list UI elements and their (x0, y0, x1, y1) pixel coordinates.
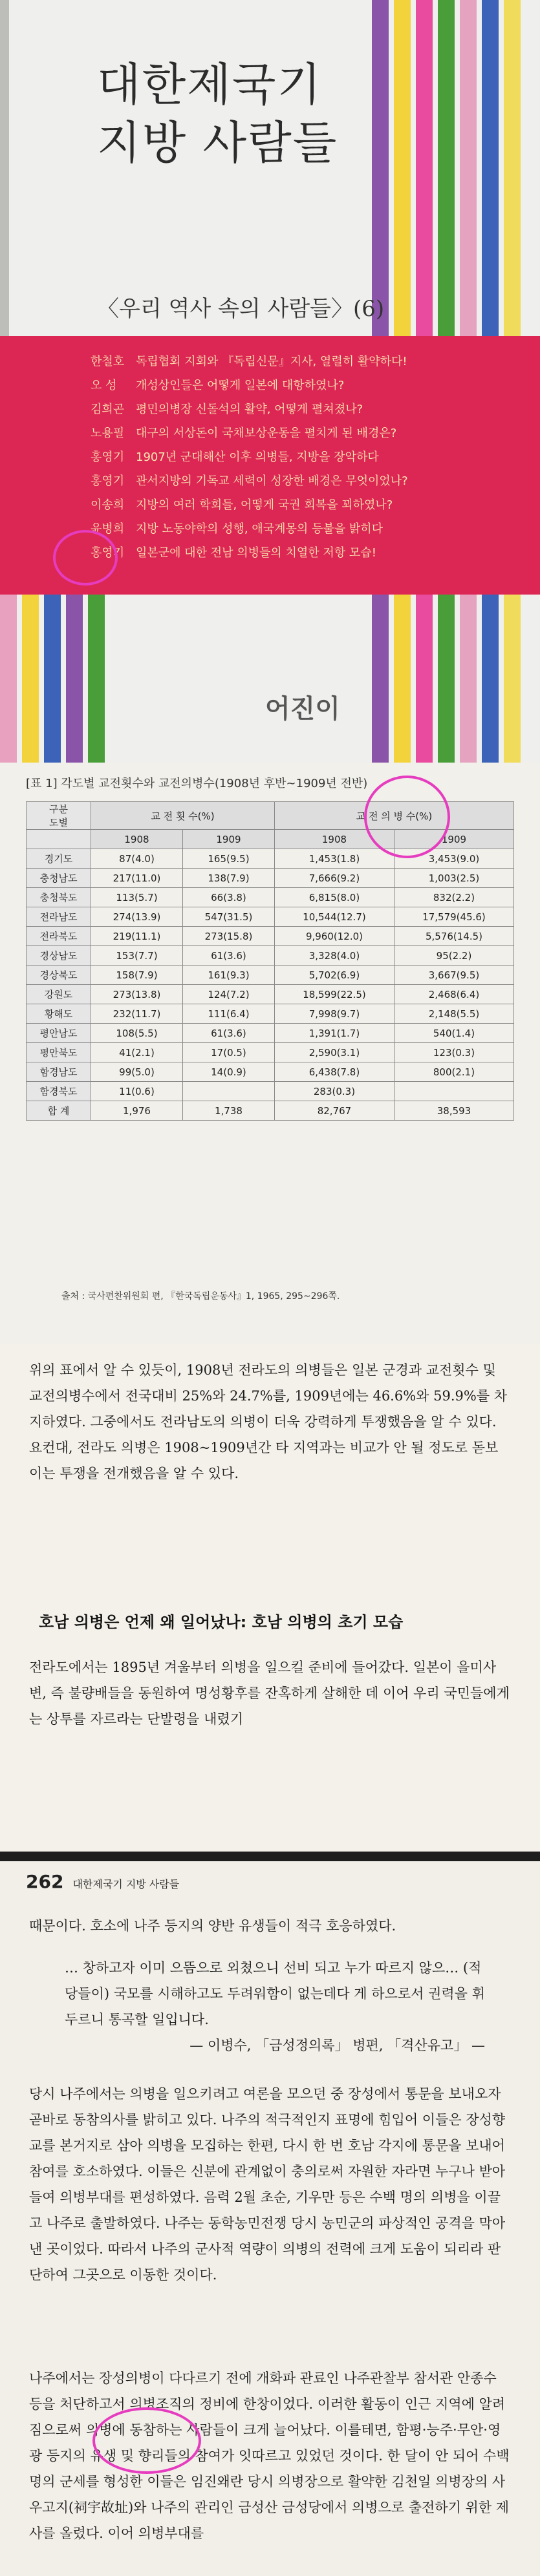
value-cell: 17,579(45.6) (394, 907, 513, 927)
region-cell: 경상북도 (27, 966, 91, 985)
header-cell: 구분 도별 (27, 802, 91, 830)
value-cell: 158(7.9) (91, 966, 183, 985)
table-source: 출처 : 국사편찬위원회 편, 『한국독립운동사』1, 1965, 295~296쪽. (61, 1291, 340, 1302)
value-cell: 7,998(9.7) (274, 1004, 394, 1024)
value-cell: 2,590(3.1) (274, 1043, 394, 1062)
value-cell: 283(0.3) (274, 1082, 394, 1101)
value-cell: 1,453(1.8) (274, 849, 394, 869)
value-cell (182, 1082, 274, 1101)
stripe (66, 595, 83, 763)
table-row (27, 1062, 514, 1082)
value-cell: 232(11.7) (91, 1004, 183, 1024)
value-cell: 547(31.5) (182, 907, 274, 927)
region-cell: 황해도 (27, 1004, 91, 1024)
table-row (27, 985, 514, 1004)
value-cell: 95(2.2) (394, 946, 513, 966)
table-row (27, 1024, 514, 1043)
body-paragraph: 때문이다. 호소에 나주 등지의 양반 유생들이 적극 호응하였다. (29, 1918, 396, 1934)
region-cell: 전라북도 (27, 927, 91, 946)
value-cell: 82,767 (274, 1101, 394, 1121)
value-cell: 5,702(6.9) (274, 966, 394, 985)
body-paragraph: 위의 표에서 알 수 있듯이, 1908년 전라도의 의병들은 일본 군경과 교전횟수 및 교전의병수에서 전국대비 25%와 24.7%를, 1909년에는 46.6%와 59.9%를 차지하였다. 그중에서도 전라남도의 의병이 더욱 강력하게 투쟁했음을 알 수 있다. 요컨대, 전라도 의병은 1908~1909년간 타 지역과는 비교가 안 될 정도로 돋보이는 투쟁을 전개했음을 알 수 있다. (29, 1362, 508, 1481)
value-cell: 1,391(1.7) (274, 1024, 394, 1043)
header-cell: 교 전 횟 수(%) (91, 802, 275, 830)
value-cell: 6,438(7.8) (274, 1062, 394, 1082)
value-cell: 87(4.0) (91, 849, 183, 869)
region-cell: 강원도 (27, 985, 91, 1004)
table-row (27, 946, 514, 966)
value-cell: 6,815(8.0) (274, 888, 394, 907)
book-cover (0, 0, 540, 763)
contents-item: 홍영기 1907년 군대해산 이후 의병들, 지방을 장악하다 (91, 450, 379, 464)
value-cell: 61(3.6) (182, 946, 274, 966)
cover-title-line1: 대한제국기 (97, 58, 323, 111)
contents-item: 한철호 독립협회 지회와 『독립신문』지사, 열렬히 활약하다! (91, 355, 407, 368)
region-cell: 평안남도 (27, 1024, 91, 1043)
table-caption: [표 1] 각도별 교전횟수와 교전의병수(1908년 후반~1909년 전반) (26, 777, 368, 790)
value-cell: 3,667(9.5) (394, 966, 513, 985)
value-cell: 18,599(22.5) (274, 985, 394, 1004)
header-cell (27, 830, 91, 849)
value-cell: 540(1.4) (394, 1024, 513, 1043)
contents-item: 이송희 지방의 여러 학회들, 어떻게 국권 회복을 꾀하였나? (91, 498, 393, 512)
value-cell: 274(13.9) (91, 907, 183, 927)
table-row (27, 1043, 514, 1062)
stripe (0, 595, 17, 763)
body-paragraph: 나주에서는 장성의병이 다다르기 전에 개화파 관료인 나주관찰부 참서관 안종수 등을 처단하고서 의병조직의 정비에 한창이었다. 이러한 활동이 인근 지역에 알려짐으로써 의병에 동참하는 사람들이 크게 늘어났다. 이를테면, 함평·능주·무안·영광 등지의 유생 및 향리들의 참여가 잇따르고 있었던 것이다. 한 달이 안 되어 수백 명의 군세를 형성한 이들은 임진왜란 당시 의병장으로 활약한 김천일 의병장의 사우고지(祠宇故址)와 나주의 관리인 금성산 금성당에서 의병으로 출전하기 위한 제사를 올렸다. 이어 의병부대를 (29, 2370, 510, 2541)
quote-source: — 이병수, 「금성정의록」 병편, 「격산유고」 — (189, 2038, 485, 2053)
value-cell: 41(2.1) (91, 1043, 183, 1062)
value-cell: 38,593 (394, 1101, 513, 1121)
value-cell: 832(2.2) (394, 888, 513, 907)
header-cell: 1909 (394, 830, 513, 849)
stripe (22, 595, 39, 763)
value-cell: 17(0.5) (182, 1043, 274, 1062)
region-cell: 경상남도 (27, 946, 91, 966)
value-cell: 3,328(4.0) (274, 946, 394, 966)
value-cell: 153(7.7) (91, 946, 183, 966)
value-cell: 2,468(6.4) (394, 985, 513, 1004)
region-cell: 충청북도 (27, 888, 91, 907)
value-cell: 11(0.6) (91, 1082, 183, 1101)
value-cell (394, 1082, 513, 1101)
table-row (27, 966, 514, 985)
page-header (26, 1871, 179, 1892)
value-cell: 9,960(12.0) (274, 927, 394, 946)
highlight-circle (364, 776, 450, 858)
cover-title-line2: 지방 사람들 (97, 116, 338, 169)
highlight-circle (92, 2407, 201, 2474)
table-page (0, 763, 540, 1344)
cover-contents-list (91, 352, 408, 567)
value-cell: 99(5.0) (91, 1062, 183, 1082)
value-cell: 10,544(12.7) (274, 907, 394, 927)
table-row (27, 1004, 514, 1024)
text-page-1 (0, 1344, 540, 1852)
value-cell: 113(5.7) (91, 888, 183, 907)
text-page-2 (0, 1861, 540, 2576)
table-total-row (27, 1101, 514, 1121)
page-number: 262 (26, 1871, 64, 1892)
contents-item: 윤병희 지방 노동야학의 성행, 애국계몽의 등불을 밝히다 (91, 522, 383, 536)
value-cell: 3,453(9.0) (394, 849, 513, 869)
contents-item: 홍영기 관서지방의 기독교 세력이 성장한 배경은 무엇이었나? (91, 474, 408, 488)
value-cell: 123(0.3) (394, 1043, 513, 1062)
region-cell: 함경남도 (27, 1062, 91, 1082)
value-cell: 1,738 (182, 1101, 274, 1121)
value-cell: 217(11.0) (91, 869, 183, 888)
table-body (27, 849, 514, 1121)
region-cell: 합 계 (27, 1101, 91, 1121)
value-cell: 14(0.9) (182, 1062, 274, 1082)
color-stripes-lower (0, 595, 110, 763)
value-cell: 61(3.6) (182, 1024, 274, 1043)
value-cell: 138(7.9) (182, 869, 274, 888)
value-cell: 7,666(9.2) (274, 869, 394, 888)
table-row (27, 849, 514, 869)
value-cell: 800(2.1) (394, 1062, 513, 1082)
contents-item: 김희곤 평민의병장 신돌석의 활약, 어떻게 펼쳐졌나? (91, 403, 363, 416)
region-cell: 충청남도 (27, 869, 91, 888)
value-cell: 66(3.8) (182, 888, 274, 907)
region-cell: 경기도 (27, 849, 91, 869)
value-cell: 111(6.4) (182, 1004, 274, 1024)
table-row (27, 869, 514, 888)
section-heading: 호남 의병은 언제 왜 일어났나: 호남 의병의 초기 모습 (39, 1613, 404, 1631)
contents-item: 노용필 대구의 서상돈이 국채보상운동을 펼치게 된 배경은? (91, 427, 397, 440)
body-paragraph: 전라도에서는 1895년 겨울부터 의병을 일으킬 준비에 들어갔다. 일본이 을미사변, 즉 불량배들을 동원하여 명성황후를 잔혹하게 살해한 데 이어 우리 국민들에게는 상투를 자르라는 단발령을 내렸기 (29, 1660, 510, 1727)
running-head: 대한제국기 지방 사람들 (72, 1878, 180, 1890)
value-cell: 2,148(5.5) (394, 1004, 513, 1024)
publisher-logo: 어진이 (265, 693, 340, 724)
header-cell: 1908 (274, 830, 394, 849)
value-cell: 161(9.3) (182, 966, 274, 985)
block-quote: … 창하고자 이미 으뜸으로 외쳤으니 선비 되고 누가 따르지 않으… (적당들이) 국모를 시해하고도 두려워함이 없는데다 게 하으로서 권력을 휘두르니 통곡할 일입니다. (65, 1960, 485, 2027)
stripe (44, 595, 61, 763)
value-cell: 219(11.1) (91, 927, 183, 946)
header-cell: 교 전 의 병 수(%) (274, 802, 513, 830)
region-cell: 전라남도 (27, 907, 91, 927)
highlight-circle (53, 530, 118, 586)
value-cell: 165(9.5) (182, 849, 274, 869)
table-row (27, 927, 514, 946)
contents-item: 홍영기 일본군에 대한 전남 의병들의 치열한 저항 모습! (91, 546, 376, 560)
value-cell: 1,976 (91, 1101, 183, 1121)
value-cell: 124(7.2) (182, 985, 274, 1004)
stats-table (26, 801, 514, 1121)
value-cell: 108(5.5) (91, 1024, 183, 1043)
region-cell: 평안북도 (27, 1043, 91, 1062)
value-cell: 1,003(2.5) (394, 869, 513, 888)
series-label: 〈우리 역사 속의 사람들〉(6) (97, 296, 385, 322)
region-cell: 함경북도 (27, 1082, 91, 1101)
table-row (27, 1082, 514, 1101)
stripe (88, 595, 105, 763)
header-cell: 1909 (182, 830, 274, 849)
table-row (27, 888, 514, 907)
contents-item: 오 성 개성상인들은 어떻게 일본에 대항하였나? (91, 379, 345, 392)
table-row (27, 907, 514, 927)
body-paragraph: 당시 나주에서는 의병을 일으키려고 여론을 모으던 중 장성에서 통문을 보내오자 곧바로 동참의사를 밝히고 있다. 나주의 적극적인지 표명에 힘입어 이들은 장성향교를 본거지로 삼아 의병을 모집하는 한편, 다시 한 번 호남 각지에 통문을 보내어 참여를 호소하였다. 이들은 신분에 관계없이 충의로써 자원한 자라면 누구나 받아들여 의병부대를 편성하였다. 음력 2월 초순, 기우만 등은 수백 명의 의병을 이끌고 나주로 출발하였다. 나주는 동학농민전쟁 당시 농민군의 파상적인 공격을 막아낸 곳이었다. 따라서 나주의 군사적 역량이 의병의 전력에 크게 도움이 되리라 판단하여 그곳으로 이동한 것이다. (29, 2086, 506, 2283)
value-cell: 273(13.8) (91, 985, 183, 1004)
value-cell: 273(15.8) (182, 927, 274, 946)
header-cell: 1908 (91, 830, 183, 849)
value-cell: 5,576(14.5) (394, 927, 513, 946)
